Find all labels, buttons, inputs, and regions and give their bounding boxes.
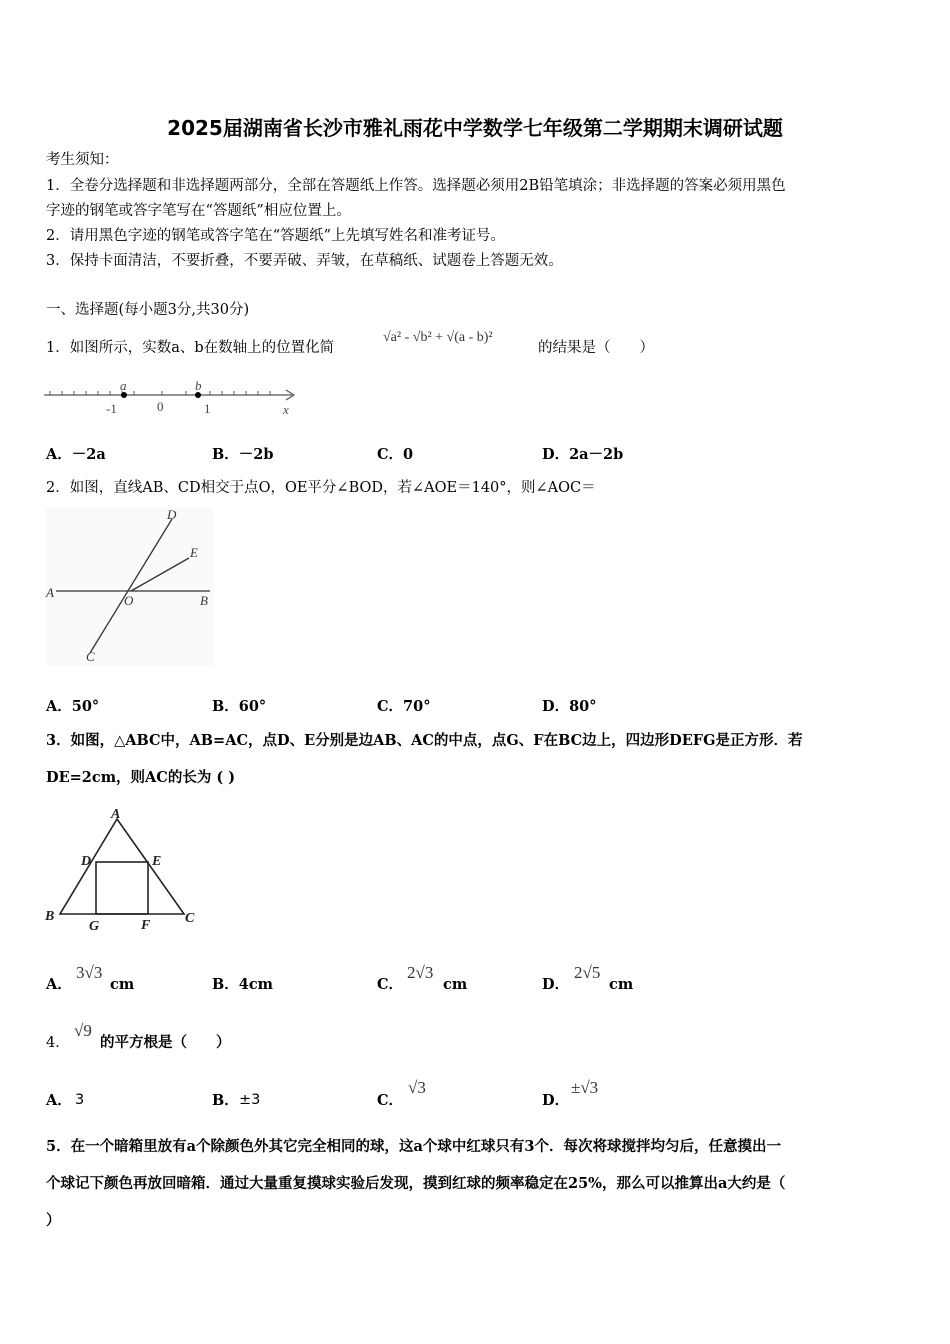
q3-option-d-letter: D． xyxy=(542,976,570,993)
q3-option-a-letter: A． xyxy=(46,976,72,993)
q1-stem-suffix: 的结果是（ ） xyxy=(538,340,654,356)
intersecting-lines-figure xyxy=(42,505,217,670)
q1-option-c: C．0 xyxy=(377,446,414,463)
q3-option-c-expr: 2√3 xyxy=(407,963,434,982)
q4-stem: 的平方根是（ ） xyxy=(100,1034,231,1051)
q2-stem: 2．如图，直线AB、CD相交于点O，OE平分∠BOD，若∠AOE＝140°，则∠AOC＝ xyxy=(46,480,596,496)
q2-option-d: D．80° xyxy=(542,698,597,715)
label-E: E xyxy=(190,545,198,560)
q3-option-d-expr: 2√5 xyxy=(574,963,601,982)
q3-option-a-expr: 3√3 xyxy=(76,963,103,982)
label-F: F xyxy=(141,918,151,933)
q4-option-c-value: √3 xyxy=(408,1078,426,1097)
label-D: D xyxy=(167,507,177,522)
q3-option-b: B．4cm xyxy=(212,976,274,993)
page-title: 2025届湖南省长沙市雅礼雨花中学数学七年级第二学期期末调研试题 xyxy=(167,116,783,140)
q3-option-c-letter: C． xyxy=(377,976,404,993)
q4-option-d-letter: D． xyxy=(542,1092,570,1109)
label-x: x xyxy=(283,402,289,417)
triangle-abc xyxy=(60,819,184,914)
triangle-square-figure xyxy=(42,804,207,934)
q2-option-c: C．70° xyxy=(377,698,431,715)
q4-radical-expression: √9 xyxy=(74,1021,92,1040)
q1-option-d: D．2a－2b xyxy=(542,446,624,463)
q4-option-c-letter: C． xyxy=(377,1092,404,1109)
q3-stem-line-1: 3．如图，△ABC中，AB=AC，点D、E分别是边AB、AC的中点，点G、F在BC边上，四边形DEFG是正方形．若 xyxy=(46,732,803,749)
notice-line-3: 3．保持卡面清洁，不要折叠，不要弄破、弄皱，在草稿纸、试题卷上答题无效。 xyxy=(46,253,563,269)
tick-label-0: 0 xyxy=(157,399,164,414)
label-E: E xyxy=(152,854,162,869)
label-O: O xyxy=(124,593,134,608)
tick-label-1: 1 xyxy=(204,401,211,416)
q5-stem-line-2: 个球记下颜色再放回暗箱．通过大量重复摸球实验后发现，摸到红球的频率稳定在25%，那么可以推算出a大约是（ xyxy=(46,1175,786,1192)
q2-option-b: B．60° xyxy=(212,698,267,715)
label-b: b xyxy=(195,378,202,393)
q1-option-b: B．－2b xyxy=(212,446,274,463)
q1-radical-expression: √a² - √b² + √(a - b)² xyxy=(383,330,493,345)
notice-line-2: 2．请用黑色字迹的钢笔或答字笔在“答题纸”上先填写姓名和准考证号。 xyxy=(46,228,506,244)
q5-stem-line-3: ） xyxy=(46,1212,61,1229)
q4-option-d-value: ±√3 xyxy=(571,1078,599,1097)
q3-option-d-unit: cm xyxy=(609,976,634,993)
q4-option-b-letter: B． xyxy=(212,1092,239,1109)
label-D: D xyxy=(81,854,92,869)
tick-label-neg1: -1 xyxy=(106,401,117,416)
notice-heading: 考生须知： xyxy=(46,152,119,168)
q3-option-a-unit: cm xyxy=(110,976,135,993)
q4-option-a-letter: A． xyxy=(46,1092,72,1109)
label-B: B xyxy=(200,593,208,608)
number-line-figure xyxy=(40,378,302,420)
q4-option-b-value: ±3 xyxy=(239,1092,261,1108)
q1-option-a: A．－2a xyxy=(46,446,106,463)
q4-option-a-value: 3 xyxy=(75,1092,85,1108)
label-B: B xyxy=(45,909,55,924)
q1-stem-prefix: 1．如图所示，实数a、b在数轴上的位置化简 xyxy=(46,340,335,356)
label-C: C xyxy=(185,911,195,926)
square-defg xyxy=(96,862,148,914)
q5-stem-line-1: 5．在一个暗箱里放有a个除颜色外其它完全相同的球，这a个球中红球只有3个．每次将球搅拌均匀后，任意摸出一 xyxy=(46,1138,781,1155)
label-C: C xyxy=(86,649,95,664)
section-heading: 一、选择题(每小题3分,共30分) xyxy=(46,302,250,318)
label-A: A xyxy=(46,585,54,600)
label-G: G xyxy=(89,919,100,934)
label-a: a xyxy=(120,378,127,393)
label-A: A xyxy=(111,807,121,822)
notice-line-1b: 字迹的钢笔或答字笔写在“答题纸”相应位置上。 xyxy=(46,203,351,219)
q3-option-c-unit: cm xyxy=(443,976,468,993)
notice-line-1a: 1．全卷分选择题和非选择题两部分，全部在答题纸上作答。选择题必须用2B铅笔填涂；非选择题的答案必须用黑色 xyxy=(46,178,786,194)
q2-option-a: A．50° xyxy=(46,698,100,715)
q4-number: 4． xyxy=(46,1035,70,1051)
q3-stem-line-2: DE=2cm，则AC的长为 ( ) xyxy=(46,769,236,786)
